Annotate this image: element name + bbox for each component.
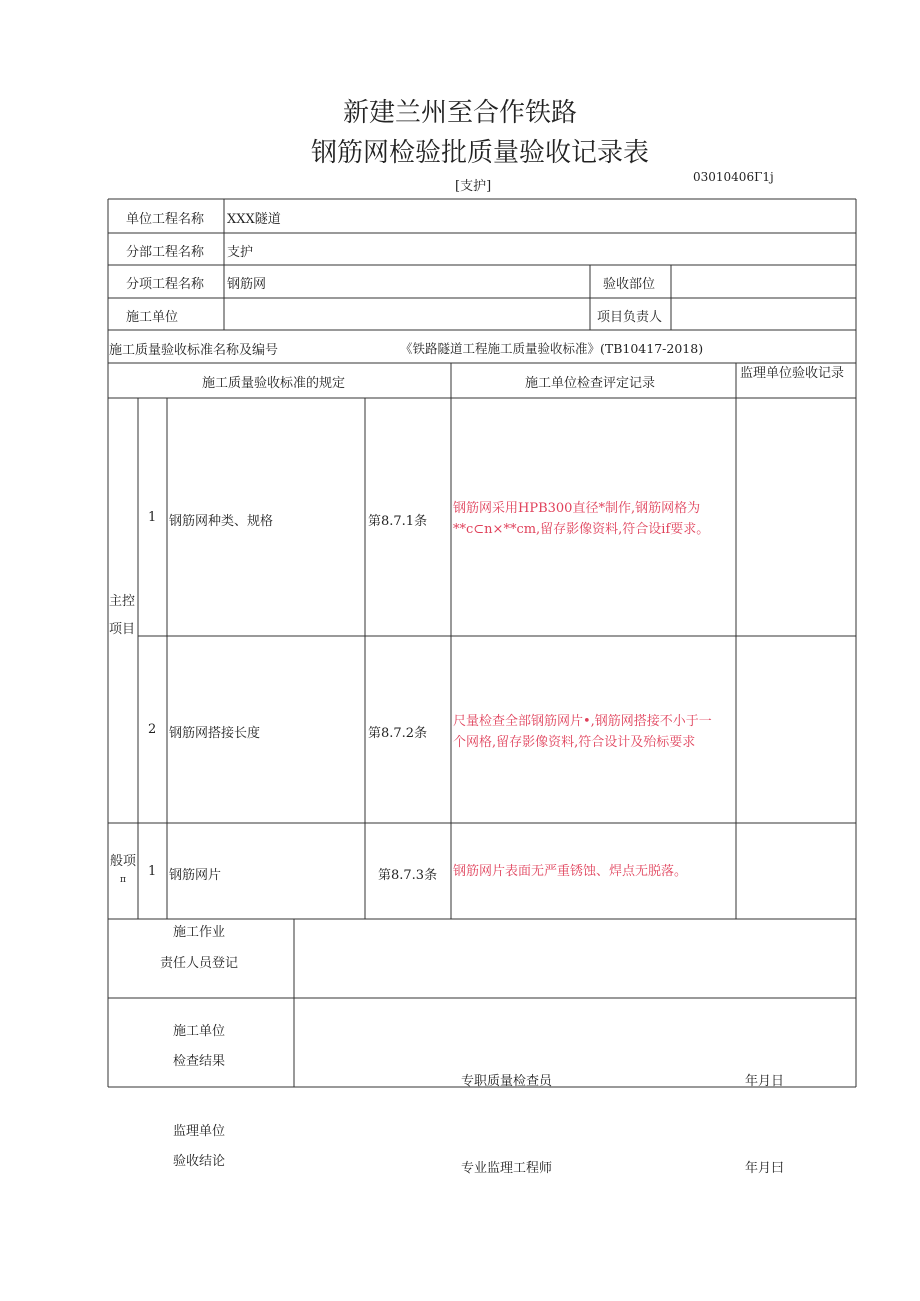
unit-project-value[interactable]: XXX隧道 [227, 212, 281, 227]
subitem-label: 分项工程名称 [126, 277, 205, 292]
date-field-1[interactable]: 年月日 [745, 1074, 785, 1089]
column-provision: 施工质量验收标准的规定 [202, 376, 346, 391]
division-value[interactable]: 支护 [227, 245, 254, 260]
result-label-2: 检查结果 [173, 1054, 226, 1069]
unit-project-label: 单位工程名称 [126, 212, 205, 227]
item-record[interactable]: 钢筋网片表面无严重锈蚀、焊点无脱落。 [453, 864, 688, 879]
item-record[interactable]: 尺量检查全部钢筋网片•,钢筋网搭接不小于一 个网格,留存影像资料,符合设计及殆标要求 [453, 714, 712, 750]
standard-value: 《铁路隧道工程施工质量验收标准》(TB10417-2018) [400, 341, 704, 356]
column-record: 施工单位检查评定记录 [525, 376, 656, 391]
main-control-label: 主控 项目 [109, 594, 136, 637]
subtitle: [支护] [455, 179, 492, 194]
item-clause: 第8.7.2条 [368, 726, 428, 741]
work-label-1: 施工作业 [173, 925, 226, 940]
item-clause: 第8.7.3条 [378, 868, 438, 883]
supervision-label-1: 监理单位 [173, 1124, 226, 1139]
inspector-label: 专职质量检查员 [461, 1074, 553, 1089]
item-number: 1 [148, 864, 157, 879]
item-name: 钢筋网搭接长度 [169, 726, 261, 741]
title-line-1: 新建兰州至合作铁路 [342, 98, 577, 128]
acceptance-part-label: 验收部位 [603, 277, 656, 292]
item-name: 钢筋网片 [169, 868, 222, 883]
form-code: 03010406Γ1j [693, 170, 774, 184]
supervision-label-2: 验收结论 [173, 1154, 226, 1169]
item-record[interactable]: 钢筋网采用HPB300直径*制作,钢筋网格为 **c⊂n×**cm,留存影像资料,符合设if要求。 [453, 501, 710, 537]
subitem-value[interactable]: 钢筋网 [227, 277, 267, 292]
work-label-2: 责任人员登记 [160, 956, 239, 971]
item-number: 2 [148, 722, 157, 737]
engineer-label: 专业监理工程师 [461, 1161, 553, 1176]
date-field-2[interactable]: 年月曰 [745, 1161, 785, 1176]
constructor-label: 施工单位 [126, 310, 179, 325]
title-line-2: 钢筋网检验批质量验收记录表 [310, 138, 649, 168]
item-clause: 第8.7.1条 [368, 514, 428, 529]
item-name: 钢筋网种类、规格 [169, 514, 274, 529]
column-supervision: 监理单位验收记录 [740, 366, 845, 381]
result-label-1: 施工单位 [173, 1024, 226, 1039]
standard-label: 施工质量验收标准名称及编号 [109, 343, 279, 358]
item-number: 1 [148, 510, 157, 525]
project-manager-label: 项目负责人 [597, 310, 663, 325]
general-label: 般项 π [109, 854, 136, 885]
division-label: 分部工程名称 [126, 245, 205, 260]
